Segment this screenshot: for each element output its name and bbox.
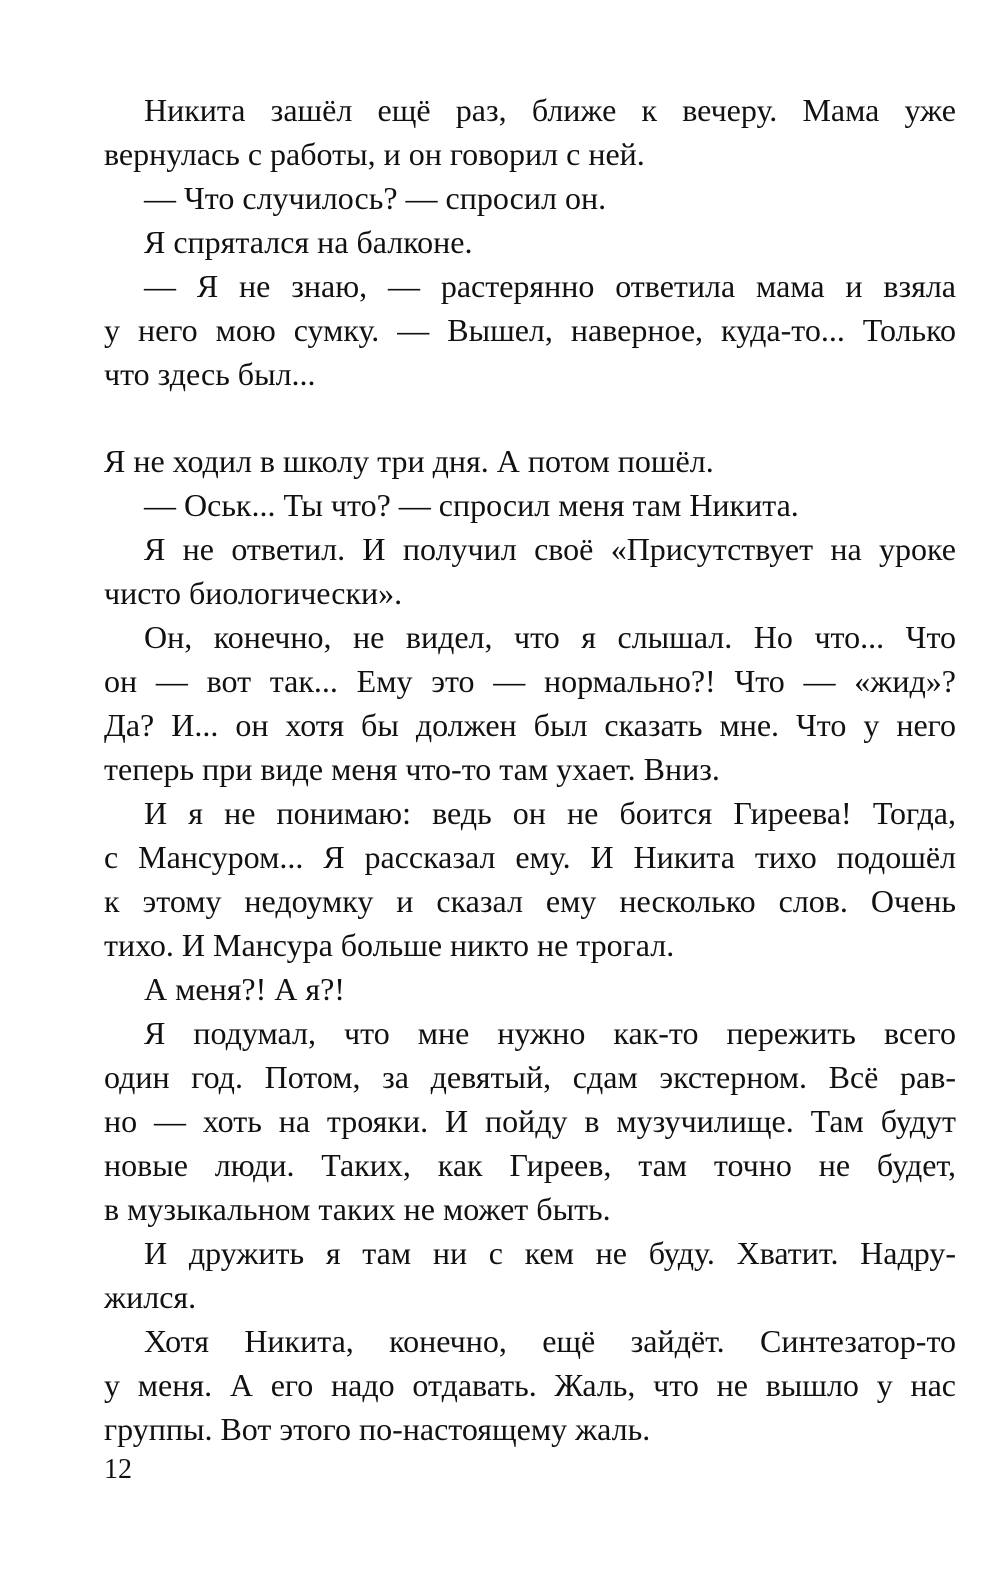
text-line: вернулась с работы, и он говорил с ней. — [104, 136, 645, 172]
text-line: у него мою сумку. — Вышел, наверное, куда-то... Только — [104, 312, 956, 348]
text-line: Я не ответил. И получил своё «Присутствует на уроке — [144, 531, 956, 567]
text-line: Хотя Никита, конечно, ещё зайдёт. Синтезатор-то — [144, 1323, 956, 1359]
text-line: Никита зашёл ещё раз, ближе к вечеру. Мама уже — [144, 92, 956, 128]
text-line: Я подумал, что мне нужно как-то пережить всего — [144, 1015, 956, 1051]
section-break — [104, 396, 956, 439]
text-line: к этому недоумку и сказал ему несколько слов. Очень — [104, 883, 956, 919]
text-line: чисто биологически». — [104, 575, 403, 611]
text-line: И дружить я там ни с кем не буду. Хватит. Надру- — [144, 1235, 956, 1271]
page-number: 12 — [104, 1454, 132, 1485]
body-text — [104, 88, 956, 1451]
text-line: Я не ходил в школу три дня. А потом пошёл. — [104, 443, 714, 479]
text-line: — Оськ... Ты что? — спросил меня там Никита. — [144, 487, 799, 523]
text-line: Я спрятался на балконе. — [144, 224, 473, 260]
text-line: теперь при виде меня что-то там ухает. Вниз. — [104, 751, 720, 787]
text-line: Он, конечно, не видел, что я слышал. Но что... Что — [144, 619, 956, 655]
text-line: что здесь был... — [104, 356, 316, 392]
text-line: новые люди. Таких, как Гиреев, там точно не будет, — [104, 1147, 956, 1183]
text-line: жился. — [104, 1279, 197, 1315]
text-line: тихо. И Мансура больше никто не трогал. — [104, 927, 675, 963]
text-line: в музыкальном таких не может быть. — [104, 1191, 611, 1227]
text-line: группы. Вот этого по-настоящему жаль. — [104, 1411, 651, 1447]
text-line: — Я не знаю, — растерянно ответила мама и взяла — [144, 268, 956, 304]
text-line: с Мансуром... Я рассказал ему. И Никита тихо подошёл — [104, 839, 956, 875]
text-line: у меня. А его надо отдавать. Жаль, что не вышло у нас — [104, 1367, 956, 1403]
text-line: Да? И... он хотя бы должен был сказать мне. Что у него — [104, 707, 956, 743]
text-line: но — хоть на трояки. И пойду в музучилище. Там будут — [104, 1103, 956, 1139]
text-line: — Что случилось? — спросил он. — [144, 180, 607, 216]
text-line: А меня?! А я?! — [144, 971, 345, 1007]
text-line: И я не понимаю: ведь он не боится Гиреева! Тогда, — [144, 795, 956, 831]
text-line: он — вот так... Ему это — нормально?! Что — «жид»? — [104, 663, 956, 699]
text-line: один год. Потом, за девятый, сдам экстерном. Всё рав- — [104, 1059, 956, 1095]
